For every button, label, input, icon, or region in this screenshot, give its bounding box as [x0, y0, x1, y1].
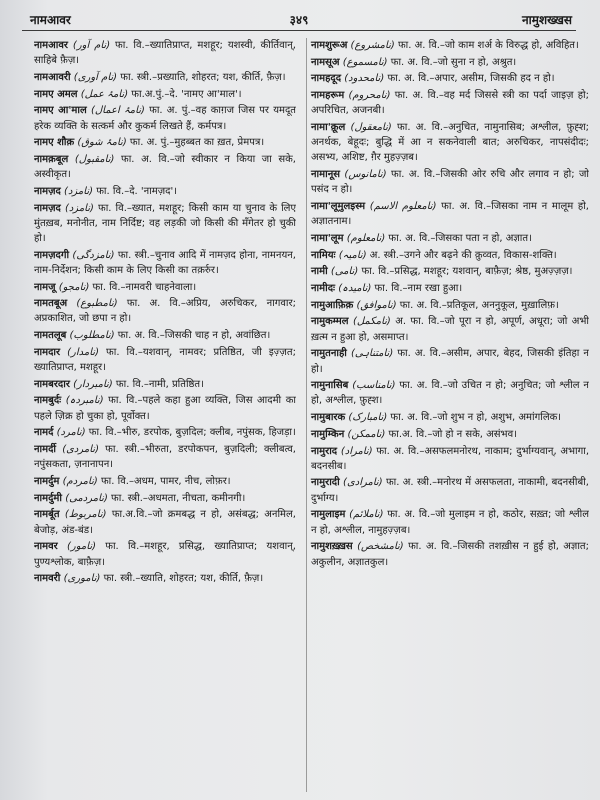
- dictionary-entry: [311, 231, 589, 246]
- entry-urdu-spelling: (نامبارک): [348, 412, 388, 424]
- entry-headword: नामशुरूअ: [311, 40, 348, 51]
- entry-definition: फा. अ. वि.–प्रतिकूल, अननुकूल, मुख़ालिफ़।: [399, 299, 559, 311]
- entry-urdu-spelling: (ناموافق): [356, 299, 397, 311]
- entry-urdu-spelling: (ناملائم): [349, 509, 384, 521]
- entry-headword: नामुनासिब: [311, 380, 349, 392]
- entry-urdu-spelling: (ناممکن): [347, 428, 386, 440]
- dictionary-entry: [311, 378, 589, 408]
- entry-headword: नामियः: [311, 249, 336, 261]
- dictionary-entry: [34, 393, 296, 423]
- entry-headword: नामआवर: [34, 40, 68, 51]
- dictionary-entry: [34, 70, 296, 85]
- entry-headword: नामज़द: [34, 202, 61, 214]
- entry-definition: फा. अ. वि.–वह मर्द जिससे स्त्री का पर्दा जाइज़ हो; अपरिचित, अजनबी।: [311, 90, 589, 117]
- entry-headword: नामानूस: [311, 169, 341, 181]
- entry-definition: फा. वि.–प्रसिद्ध, मशहूर; यशवान्, बाफ़ैज़; श्रेष्ठ, मुअज़्ज़ज़।: [361, 266, 573, 278]
- entry-headword: नामुम्किन: [311, 428, 345, 440]
- entry-definition: फा. अ. वि.–जो उचित न हो; अनुचित; जो श्लील न हो, अश्लील, फ़ुह्श।: [311, 380, 589, 407]
- entry-definition: फा. अ. वि.–असफलमनोरथ, नाकाम; दुर्भाग्यवान्, अभागा, बदनसीब।: [311, 445, 589, 472]
- entry-definition: फा. अ. वि.–जो शुभ न हो, अशुभ, अमांगलिक।: [390, 412, 562, 424]
- dictionary-entry: [311, 199, 589, 229]
- dictionary-entry: [311, 264, 589, 279]
- entry-headword: नामबुर्दः: [34, 395, 62, 407]
- entry-headword: नामतलूब: [34, 330, 67, 342]
- dictionary-entry: [34, 345, 296, 375]
- entry-urdu-spelling: (نامقبول): [74, 153, 115, 165]
- entry-headword: नामुकम्मल: [311, 316, 349, 328]
- entry-urdu-spelling: (نامۂ عمل): [80, 88, 129, 100]
- entry-urdu-spelling: (نامی): [330, 266, 359, 278]
- entry-definition: फा. अ. वि.–जो स्वीकार न किया जा सके, अस्वीकृत।: [34, 153, 296, 181]
- entry-definition: फा. वि.–मशहूर, प्रसिद्ध, ख्यातिप्राप्त; यशवान्, पुण्यश्लोक, बाफ़ैज़।: [34, 541, 296, 568]
- entry-urdu-spelling: (نامطبوع): [76, 298, 118, 310]
- entry-definition: फा. अ. स्त्री.–मनोरथ में असफलता, नाकामी, बदनसीबी, दुर्भाग्य।: [311, 477, 589, 504]
- entry-headword: नामी: [311, 266, 328, 278]
- entry-definition: फा. स्त्री.–ख्याति, शोहरत; यश, कीर्ति, फ़ैज़।: [103, 573, 264, 585]
- entry-urdu-spelling: (نامحروم): [348, 90, 391, 102]
- entry-definition: फा. अ. वि.–जो सुना न हो, अश्रुत।: [390, 56, 517, 68]
- entry-definition: फा. अ. वि.–जो काम शर्अ के विरुद्ध हो, अविहित।: [397, 40, 579, 51]
- entry-definition: फा. वि.–अधम, पामर, नीच, लोफ़र।: [100, 475, 231, 487]
- dictionary-entry: [34, 38, 296, 68]
- dictionary-entry: [34, 425, 296, 440]
- entry-definition: फा. वि.–नाम रखा हुआ।: [374, 283, 463, 295]
- entry-headword: नामुरादी: [311, 477, 340, 489]
- right-column: [306, 38, 589, 792]
- dictionary-entry: [311, 248, 589, 263]
- entry-urdu-spelling: (نامرادی): [343, 477, 383, 489]
- dictionary-entry: [34, 87, 296, 102]
- dictionary-entry: [311, 539, 589, 569]
- entry-urdu-spelling: (نامعلوم): [346, 232, 386, 244]
- entry-definition: फा. वि.–नामवरी चाहनेवाला।: [92, 281, 197, 293]
- entry-definition: अ. फा. वि.–जो पूरा न हो, अपूर्ण, अधूरा; जो अभी ख़त्म न हुआ हो, असमाप्त।: [311, 316, 589, 343]
- entry-headword: नामुराद: [311, 445, 338, 457]
- header-right-guide-word: नामुशख्खस: [522, 13, 572, 27]
- entry-urdu-spelling: (نامرد): [56, 427, 86, 439]
- dictionary-entry: [34, 280, 296, 295]
- entry-definition: फा. अ. वि.–अप्रिय, अरुचिकर, नागवार; अप्रकाशित, जो छपा न हो।: [34, 298, 296, 325]
- entry-definition: फा. अ. वि.–जिसका नाम न मालूम हो, अज्ञातनाम।: [311, 201, 589, 228]
- entry-headword: नामर्द: [34, 427, 54, 439]
- entry-urdu-spelling: (نامزدگی): [72, 249, 115, 261]
- entry-urdu-spelling: (نامطلوب): [69, 330, 115, 342]
- entry-urdu-spelling: (نامردی): [62, 444, 99, 456]
- entry-urdu-spelling: (نامۂ اعمال): [91, 105, 145, 117]
- entry-definition: अ. स्त्री.–उगने और बढ़ने की क़ुव्वत, विकास-शक्ति।: [369, 249, 557, 261]
- entry-urdu-spelling: (نامیہ): [338, 249, 367, 261]
- entry-definition: फा. वि.–ख्यातिप्राप्त, मशहूर; यशस्वी, कीर्तिवान्, साहिबे फ़ैज़।: [34, 40, 296, 67]
- dictionary-entry: [34, 152, 296, 182]
- entry-definition: फा. स्त्री.–चुनाव आदि में नामज़द होना, नामनयन, नाम-निर्देशन; किसी काम के लिए किसी का तक़र्रुर।: [34, 249, 296, 276]
- dictionary-entry: [34, 507, 296, 537]
- entry-definition: फा. अ. वि.–जिसका पता न हो, अज्ञात।: [388, 232, 532, 244]
- entry-definition: फा. अ. वि.–जिसकी चाह न हो, अवांछित।: [117, 330, 271, 342]
- entry-headword: नामक़बूल: [34, 153, 69, 165]
- entry-headword: नामा'क़ूल: [311, 122, 346, 134]
- dictionary-entry: [34, 442, 296, 472]
- entry-headword: नामहरूम: [311, 90, 345, 102]
- dictionary-entry: [311, 475, 589, 505]
- entry-urdu-spelling: (نامبردہ): [65, 395, 104, 407]
- dictionary-entry: [34, 103, 296, 133]
- dictionary-entry: [311, 346, 589, 376]
- entry-headword: नामुबारक: [311, 412, 346, 424]
- dictionary-entry: [34, 328, 296, 343]
- entry-urdu-spelling: (نامراد): [340, 445, 373, 457]
- entry-urdu-spelling: (نامحدود): [344, 73, 385, 85]
- entry-urdu-spelling: (ناموری): [63, 573, 101, 585]
- entry-headword: नामर्दी: [34, 444, 57, 456]
- entry-definition: फा. स्त्री.–प्रख्याति, शोहरत; यश, कीर्ति, फ़ैज़।: [120, 71, 286, 83]
- entry-definition: फा. अ. वि.–अपार, असीम, जिसकी हद न हो।: [387, 73, 555, 85]
- entry-headword: नामीदः: [311, 283, 336, 295]
- entry-urdu-spelling: (نامسموع): [342, 56, 388, 68]
- entry-urdu-spelling: (نامیدہ): [338, 283, 372, 295]
- entry-definition: फा. वि.–भीरु, डरपोक, बुज़दिल; क्लीब, नपुंसक, हिजड़ा।: [88, 427, 296, 439]
- dictionary-entry: [34, 201, 296, 247]
- entry-headword: नामवरी: [34, 573, 61, 585]
- entry-headword: नामा'लूमुलइस्म: [311, 201, 366, 213]
- entry-urdu-spelling: (نامزد): [64, 202, 94, 214]
- entry-headword: नामबरदार: [34, 378, 70, 390]
- entry-headword: नामुआफ़िक़: [311, 299, 354, 311]
- dictionary-entry: [34, 135, 296, 150]
- entry-definition: फा. वि.–नामी, प्रतिष्ठित।: [115, 378, 204, 390]
- entry-definition: फा. वि.–यशवान्, नामवर; प्रतिष्ठित, जी इज़्ज़त; ख्यातिप्राप्त, मशहूर।: [34, 346, 296, 374]
- entry-definition: फा. अ. वि.–अनुचित, नामुनासिब; अश्लील, फ़ुह्श; अनर्थक, बेहूदः; बुद्धि में आ न सकनेवाली बात; अरुचिकर, नापसंदीदः; असभ्य, अशिष्ट, ग़ैर मुहज़्ज़ब।: [311, 122, 589, 164]
- entry-definition: फा. वि.–पहले कहा हुआ व्यक्ति, जिस आदमी का पहले ज़िक्र हो चुका हो, पूर्वोक्त।: [34, 395, 296, 422]
- dictionary-entry: [34, 296, 296, 326]
- entry-urdu-spelling: (نامکمل): [352, 316, 391, 328]
- dictionary-entry: [311, 427, 589, 442]
- entry-urdu-spelling: (نامربوط): [64, 509, 107, 521]
- entry-headword: नामतबूअ: [34, 298, 68, 310]
- entry-headword: नामए आ'माल: [34, 105, 87, 117]
- dictionary-entry: [34, 539, 296, 569]
- entry-definition: फा. अ. वि.–जो मुलाइम न हो, कठोर, सख़्त; जो श्लील न हो, अश्लील, नामुहज़्ज़ब।: [311, 509, 589, 536]
- entry-urdu-spelling: (نامتناہی): [350, 348, 394, 360]
- page-number: ३४९: [289, 13, 309, 27]
- dictionary-entry: [311, 507, 589, 537]
- dictionary-entry: [34, 571, 296, 586]
- dictionary-entry: [311, 314, 589, 344]
- entry-urdu-spelling: (نامردمی): [65, 492, 108, 504]
- dictionary-entry: [34, 248, 296, 278]
- dictionary-entry: [34, 474, 296, 489]
- entry-definition: फा. अ. पुं.–मुहब्बत का ख़त, प्रेमपत्र।: [129, 137, 265, 149]
- entry-urdu-spelling: (نامعقول): [350, 122, 392, 134]
- page-header: [22, 8, 576, 31]
- entry-urdu-spelling: (نامانوس): [344, 169, 387, 181]
- header-left-guide-word: नामआवर: [30, 13, 71, 27]
- entry-headword: नामर्दुमी: [34, 492, 62, 504]
- entry-definition: फा. स्त्री.–अधमता, नीचता, कमीनगी।: [111, 492, 246, 504]
- dictionary-entry: [311, 71, 589, 86]
- entry-headword: नामुतनाही: [311, 348, 347, 360]
- entry-headword: नामुशख़्ख़स: [311, 541, 353, 553]
- dictionary-entry: [34, 184, 296, 199]
- entry-definition: फा. अ. वि.–असीम, अपार, बेहद, जिसकी इंतिहा न हो।: [311, 348, 589, 375]
- dictionary-entry: [311, 88, 589, 118]
- entry-headword: नामुलाइम: [311, 509, 346, 521]
- dictionary-entry: [311, 120, 589, 166]
- dictionary-entry: [311, 281, 589, 296]
- entry-urdu-spelling: (نامردم): [62, 475, 98, 487]
- entry-headword: नामजू: [34, 281, 56, 293]
- entry-headword: नामए शौक़: [34, 137, 75, 149]
- entry-urdu-spelling: (نامشخص): [357, 541, 404, 553]
- entry-urdu-spelling: (نامبردار): [73, 378, 113, 390]
- entry-urdu-spelling: (نامناسب): [352, 380, 396, 392]
- entry-headword: नामज़दगी: [34, 249, 70, 261]
- entry-headword: नामदार: [34, 346, 61, 358]
- dictionary-entry: [311, 167, 589, 197]
- entry-headword: नामआवरी: [34, 71, 71, 83]
- entry-definition: फा. अ. वि.–जिसकी तशख़ीस न हुई हो, अज्ञात; अकुलीन, अज्ञातकुल।: [311, 541, 589, 568]
- entry-headword: नामवर: [34, 541, 58, 553]
- entry-urdu-spelling: (نامشروع): [350, 40, 395, 51]
- entry-headword: नामज़द: [34, 185, 61, 197]
- dictionary-entry: [311, 410, 589, 425]
- entry-urdu-spelling: (نامعلوم الاسم): [369, 201, 437, 213]
- entry-urdu-spelling: (نام آور): [72, 40, 111, 51]
- dictionary-entry: [34, 377, 296, 392]
- entry-headword: नामर्दुम: [34, 475, 60, 487]
- entry-urdu-spelling: (نامدار): [67, 346, 99, 358]
- entry-definition: फा. अ. वि.–जिसकी ओर रुचि और लगाव न हो; जो पसंद न हो।: [311, 169, 589, 196]
- entry-headword: नामहदूद: [311, 73, 342, 85]
- entry-urdu-spelling: (نامور): [67, 541, 97, 553]
- entry-definition: फा. वि.–दे. 'नामज़द'।: [96, 185, 178, 197]
- entry-definition: फा. स्त्री.–भीरुता, डरपोकपन, बुज़दिली; क्लीबत्व, नपुंसकता, ज़नानापन।: [34, 444, 296, 471]
- left-column: [34, 38, 296, 792]
- entry-headword: नामा'लूम: [311, 232, 344, 244]
- dictionary-entry: [311, 55, 589, 70]
- entry-definition: फा.अ.वि.–जो क्रमबद्ध न हो, असंबद्ध; अनमिल, बेजोड़, अंड-बंड।: [34, 509, 296, 536]
- dictionary-entry: [311, 444, 589, 474]
- dictionary-entry: [34, 491, 296, 506]
- entry-definition: फा.अ. वि.–जो हो न सके, असंभव।: [388, 428, 517, 440]
- entry-definition: फा. वि.–ख्यात, मशहूर; किसी काम या चुनाव के लिए मुंतख़ब, मनोनीत, नाम निर्दिष्ट; वह लड़की जो किसी की मँगेतर हो चुकी हो।: [34, 202, 296, 244]
- entry-headword: नामए अमल: [34, 88, 78, 100]
- dictionary-entry: [311, 38, 589, 53]
- entry-urdu-spelling: (نامۂ شوق): [77, 137, 127, 149]
- entry-urdu-spelling: (نامجو): [58, 281, 90, 293]
- entry-headword: नामसूअ: [311, 56, 340, 68]
- entry-headword: नामर्बूत: [34, 509, 60, 521]
- entry-definition: फा. अ. पुं.–वह काग़ज जिस पर यमदूत हरेक व्यक्ति के सत्कर्म और कुकर्म लिखते हैं, कर्मपत्र।: [34, 105, 296, 132]
- dictionary-entry: [311, 298, 589, 313]
- entry-urdu-spelling: (نامزد): [64, 185, 94, 197]
- entry-urdu-spelling: (نام آوری): [73, 71, 118, 83]
- entry-definition: फा.अ.पुं.–दे. 'नामए आ'माल'।: [131, 88, 242, 100]
